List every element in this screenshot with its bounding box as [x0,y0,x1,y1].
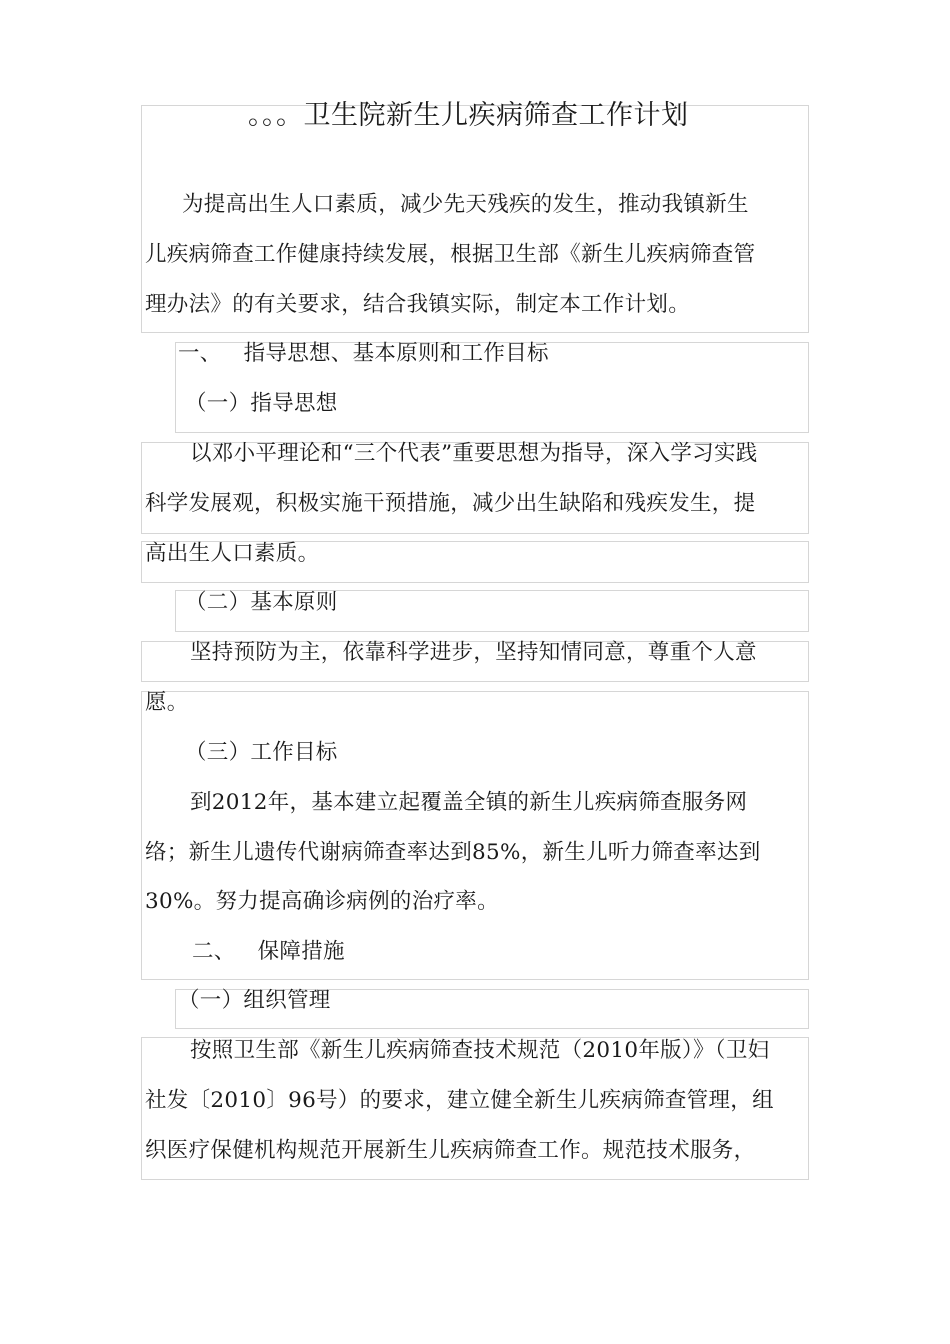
section1-sub2-line-2: 愿。 [145,690,189,715]
section1-sub3-line-1: 到2012年，基本建立起覆盖全镇的新生儿疾病筛查服务网 [190,790,748,815]
section2-sub1-title: （一）组织管理 [178,988,331,1013]
intro-line-1: 为提高出生人口素质，减少先天残疾的发生，推动我镇新生 [182,192,749,217]
section2-sub1-line-3: 织医疗保健机构规范开展新生儿疾病筛查工作。规范技术服务， [145,1138,756,1163]
section1-sub3-title: （三）工作目标 [185,740,338,765]
section1-heading-number: 一、 [178,341,222,366]
section1-sub2-line-1: 坚持预防为主，依靠科学进步，坚持知情同意，尊重个人意 [190,640,757,665]
section1-sub3-line-2: 络；新生儿遗传代谢病筛查率达到85%，新生儿听力筛查率达到 [145,840,761,865]
section1-sub3-line-3: 30%。努力提高确诊病例的治疗率。 [145,889,499,914]
document-title: 。。。卫生院新生儿疾病筛查工作计划 [248,100,689,131]
intro-line-2: 儿疾病筛查工作健康持续发展，根据卫生部《新生儿疾病筛查管 [145,242,756,267]
section1-sub2-title: （二）基本原则 [185,590,338,615]
section1-sub1-line-1: 以邓小平理论和“三个代表”重要思想为指导，深入学习实践 [190,441,758,466]
section2-sub1-line-2: 社发〔2010〕96号）的要求，建立健全新生儿疾病筛查管理，组 [145,1088,774,1113]
section1-sub1-line-2: 科学发展观，积极实施干预措施，减少出生缺陷和残疾发生，提 [145,491,756,516]
intro-line-3: 理办法》的有关要求，结合我镇实际，制定本工作计划。 [145,292,691,317]
section1-heading [178,339,549,369]
section2-heading-number: 二、 [192,939,236,964]
section1-heading-text: 指导思想、基本原则和工作目标 [243,341,549,366]
section2-heading-text: 保障措施 [257,939,345,964]
section1-sub1-title: （一）指导思想 [185,391,338,416]
section2-heading [192,937,345,967]
section2-sub1-line-1: 按照卫生部《新生儿疾病筛查技术规范（2010年版）》（卫妇 [190,1038,770,1063]
section1-sub1-line-3: 高出生人口素质。 [145,541,320,566]
